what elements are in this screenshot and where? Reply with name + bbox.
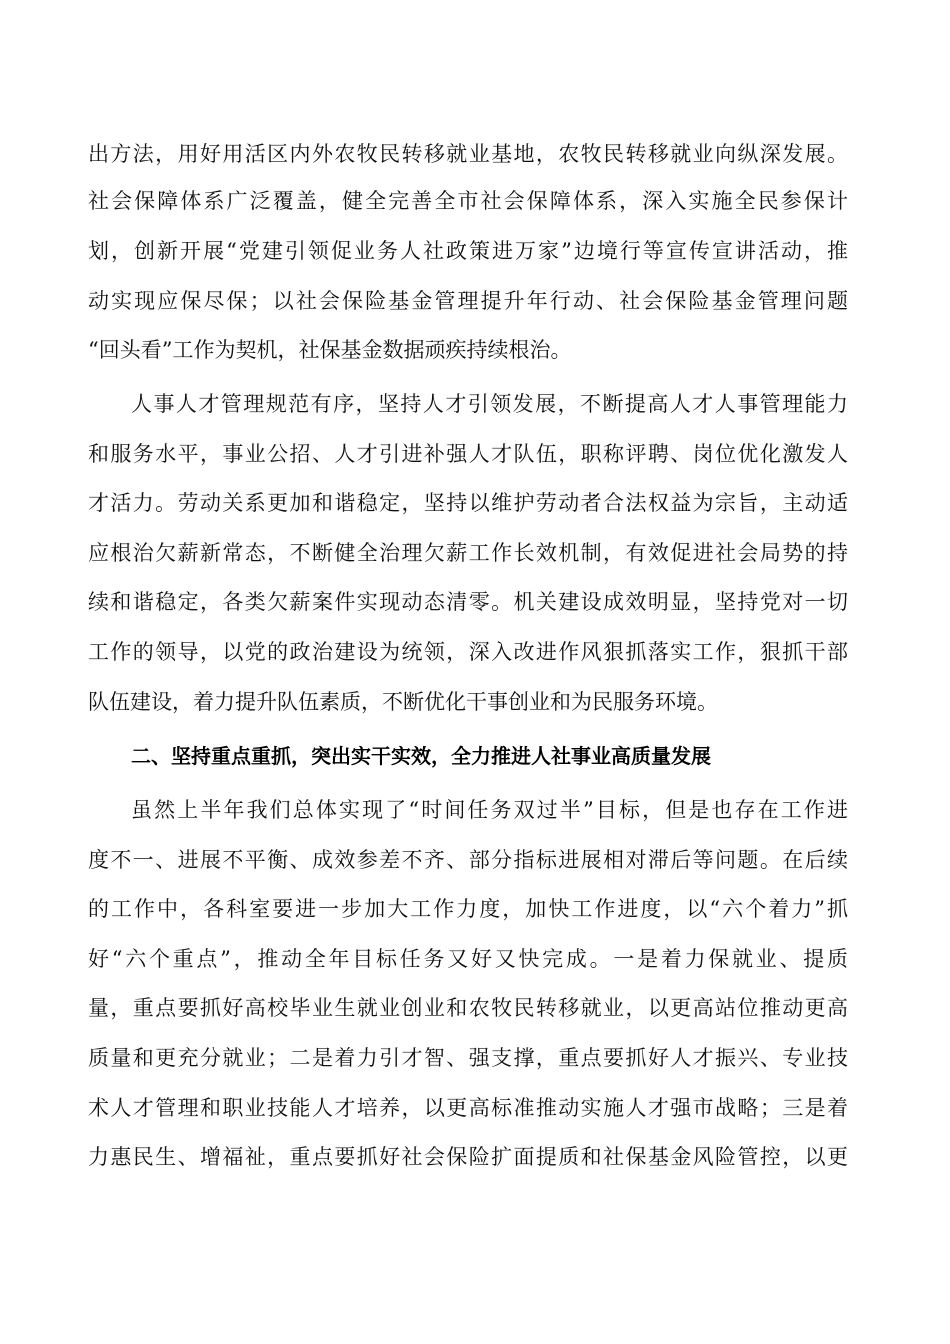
paragraph-line: 动实现应保尽保；以社会保险基金管理提升年行动、社会保险基金管理问题 — [88, 289, 848, 313]
paragraph-line: 虽然上半年我们总体实现了“时间任务双过半”目标，但是也存在工作进 — [131, 798, 848, 822]
paragraph-line: 力惠民生、增福祉，重点要抓好社会保险扩面提质和社保基金风险管控，以更 — [88, 1145, 848, 1169]
paragraph-line: 度不一、进展不平衡、成效参差不齐、部分指标进展相对滞后等问题。在后续 — [88, 848, 848, 872]
paragraph-line: 才活力。劳动关系更加和谐稳定，坚持以维护劳动者合法权益为宗旨，主动适 — [88, 491, 848, 515]
paragraph-line: 队伍建设，着力提升队伍素质，不断优化干事创业和为民服务环境。 — [88, 690, 718, 714]
paragraph-line: 工作的领导，以党的政治建设为统领，深入改进作风狠抓落实工作，狠抓干部 — [88, 640, 848, 664]
paragraph-line: 术人才管理和职业技能人才培养，以更高标准推动实施人才强市战略；三是着 — [88, 1096, 848, 1120]
paragraph-line: 划，创新开展“党建引领促业务人社政策进万家”边境行等宣传宣讲活动，推 — [88, 239, 848, 263]
paragraph-line: 质量和更充分就业；二是着力引才智、强支撑，重点要抓好人才振兴、专业技 — [88, 1046, 848, 1070]
section-heading: 二、坚持重点重抓，突出实干实效，全力推进人社事业高质量发展 — [131, 744, 711, 768]
paragraph-line: 出方法，用好用活区内外农牧民转移就业基地，农牧民转移就业向纵深发展。 — [88, 142, 848, 166]
paragraph-line: 应根治欠薪新常态，不断健全治理欠薪工作长效机制，有效促进社会局势的持 — [88, 541, 848, 565]
paragraph-line: 社会保障体系广泛覆盖，健全完善全市社会保障体系，深入实施全民参保计 — [88, 189, 848, 213]
paragraph-line: 和服务水平，事业公招、人才引进补强人才队伍，职称评聘、岗位优化激发人 — [88, 442, 848, 466]
paragraph-line: 人事人才管理规范有序，坚持人才引领发展，不断提高人才人事管理能力 — [131, 392, 848, 416]
paragraph-line: 续和谐稳定，各类欠薪案件实现动态清零。机关建设成效明显，坚持党对一切 — [88, 590, 848, 614]
paragraph-line: 好“六个重点”，推动全年目标任务又好又快完成。一是着力保就业、提质 — [88, 947, 848, 971]
paragraph-line: 的工作中，各科室要进一步加大工作力度，加快工作进度，以“六个着力”抓 — [88, 897, 848, 921]
paragraph-line: 量，重点要抓好高校毕业生就业创业和农牧民转移就业，以更高站位推动更高 — [88, 996, 848, 1020]
paragraph-line: “回头看”工作为契机，社保基金数据顽疾持续根治。 — [88, 338, 572, 362]
